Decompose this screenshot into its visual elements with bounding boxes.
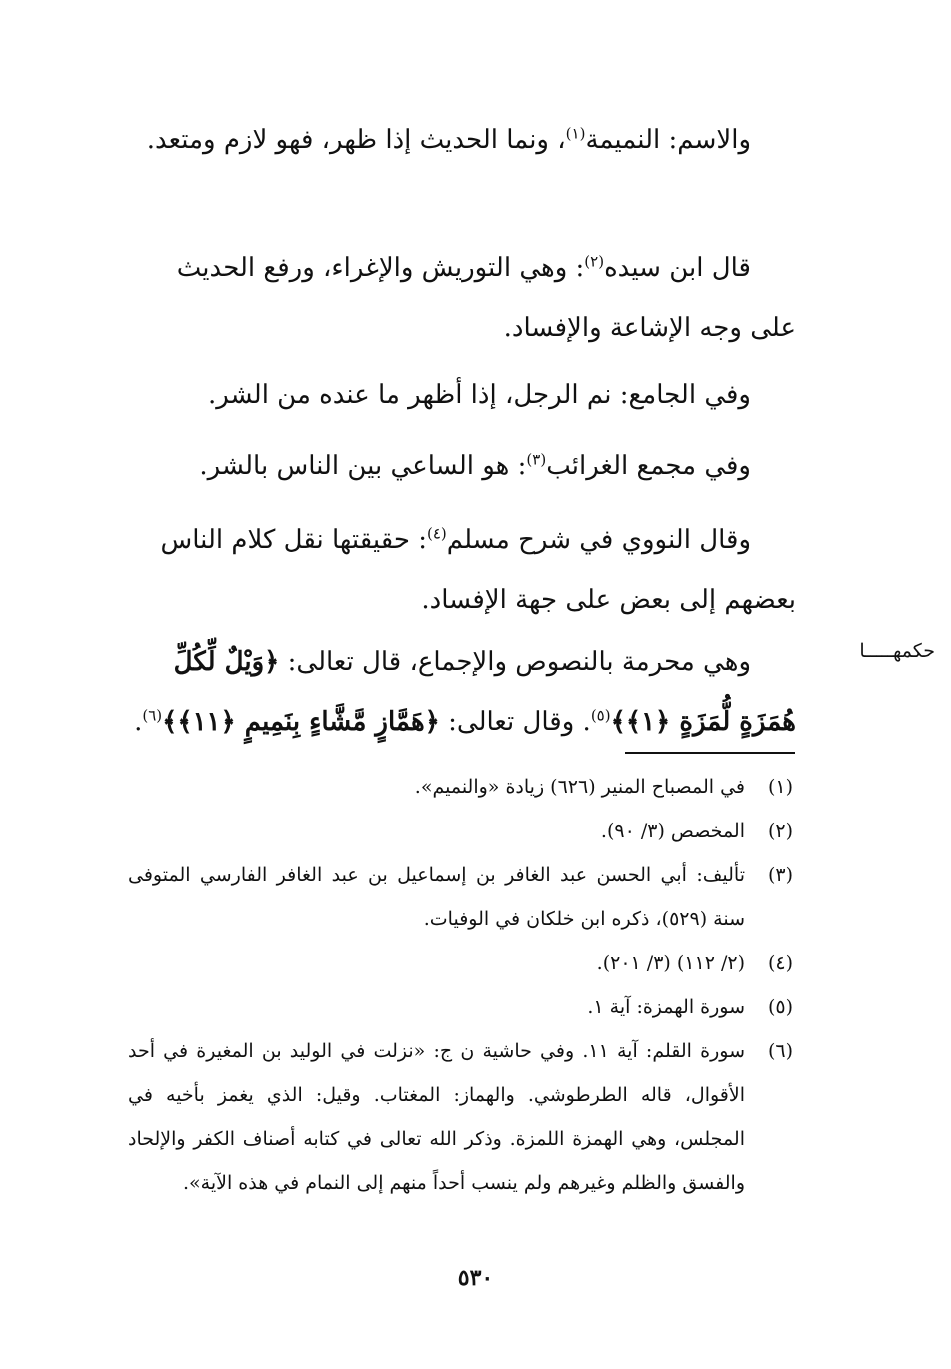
footnote-number: (٣) <box>767 864 793 886</box>
ruling-end: . <box>134 707 143 737</box>
footnote-text: المخصص (٣/ ٩٠). <box>600 820 745 842</box>
quran-verse-humaza: ﴿وَيْلٌ لِّكُلِّ هُمَزَةٍ لُّمَزَةٍ ﴿١﴾﴾ <box>173 647 796 737</box>
ruling-intro: وهي محرمة بالنصوص والإجماع، قال تعالى: <box>279 647 751 677</box>
ruling-mid: . وقال تعالى: <box>439 707 591 737</box>
footnote-text: (٢/ ١١٢) (٣/ ٢٠١). <box>596 952 745 974</box>
footnote-ref-5[interactable]: (٥) <box>590 706 611 725</box>
footnote-text: تأليف: أبي الحسن عبد الغافر بن إسماعيل بن عبد الغافر الفارسي المتوفى سنة (٥٢٩)، ذكره ابن خلكان في الوفيات. <box>128 864 745 930</box>
paragraph-text: وفي الجامع: نم الرجل، إذا أظهر ما عنده من الشر. <box>207 380 751 410</box>
page-number: ٥٣٠ <box>457 1265 494 1291</box>
footnote-ref-3[interactable]: (٣) <box>526 450 547 469</box>
footnote-item-4 <box>128 941 793 985</box>
footnote-ref-1[interactable]: (١) <box>565 124 586 143</box>
footnote-ref-6[interactable]: (٦) <box>142 706 163 725</box>
paragraph-text: والاسم: النميمة <box>585 125 751 155</box>
footnote-number: (١) <box>767 776 793 798</box>
footnote-text: سورة القلم: آية ١١. وفي حاشية ن ج: «نزلت في الوليد بن المغيرة في أحد الأقوال، قاله الطرطوشي. والهماز: المغتاب. وقيل: الذي يغمز بأخيه في المجلس، وهي الهمزة اللمزة. وذكر الله تعالى في كتابه أصناف الكفر والإلحاد والفسق والظلم وغيرهم ولم ينسب أحداً منهم إلى النمام في هذه الآية». <box>128 1040 745 1194</box>
footnote-item-1 <box>128 765 793 809</box>
footnotes-list <box>128 765 793 1205</box>
footnote-ref-2[interactable]: (٢) <box>584 252 605 271</box>
footnote-separator <box>625 752 795 754</box>
paragraph-text: وفي مجمع الغرائب <box>546 451 751 481</box>
footnote-item-6 <box>128 1029 793 1205</box>
footnote-ref-4[interactable]: (٤) <box>426 524 447 543</box>
footnote-item-2 <box>128 809 793 853</box>
footnote-number: (٥) <box>767 996 793 1018</box>
margin-label-ruling: حكمهـــــا <box>859 640 935 662</box>
paragraph-text: وقال النووي في شرح مسلم <box>446 525 751 555</box>
paragraph-namima <box>126 110 796 170</box>
quran-verse-qalam: ﴿هَمَّازٍ مَّشَّاءٍ بِنَمِيمٍ ﴿١١﴾﴾ <box>162 707 440 737</box>
footnote-number: (٢) <box>767 820 793 842</box>
paragraph-majma <box>126 436 796 496</box>
footnote-number: (٤) <box>767 952 793 974</box>
footnote-text: في المصباح المنير (٦٢٦) زيادة «والنميم». <box>414 776 745 798</box>
paragraph-text: : وهي التوريش والإغراء، ورفع الحديث على وجه الإشاعة والإفساد. <box>176 253 796 343</box>
paragraph-jami <box>126 365 796 425</box>
paragraph-text: ، ونما الحديث إذا ظهر، فهو لازم ومتعد. <box>146 125 566 155</box>
footnote-number: (٦) <box>767 1040 793 1062</box>
footnote-item-5 <box>128 985 793 1029</box>
paragraph-ruling <box>126 632 796 752</box>
paragraph-ibn-sidah <box>126 238 796 358</box>
paragraph-text: : هو الساعي بين الناس بالشر. <box>199 451 527 481</box>
footnote-text: سورة الهمزة: آية ١. <box>587 996 745 1018</box>
footnote-item-3 <box>128 853 793 941</box>
paragraph-nawawi <box>126 510 796 630</box>
paragraph-text: قال ابن سيده <box>604 253 751 283</box>
paragraph-text: : حقيقتها نقل كلام الناس بعضهم إلى بعض على جهة الإفساد. <box>160 525 796 615</box>
